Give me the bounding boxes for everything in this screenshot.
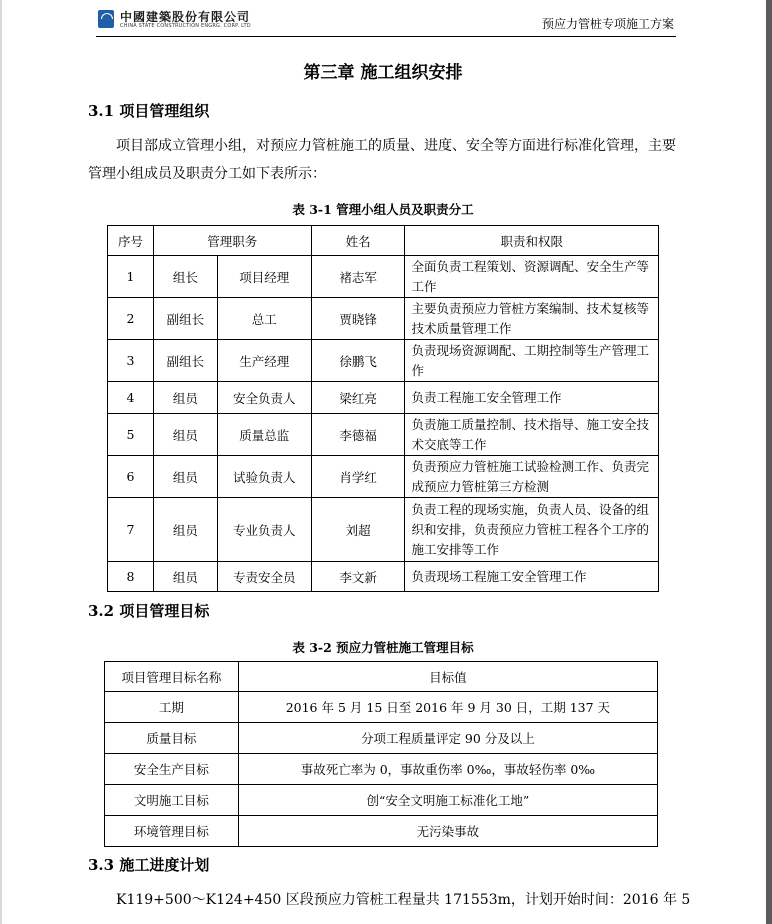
cell-role: 副组长 <box>153 298 217 340</box>
table-row <box>108 340 659 382</box>
section-heading-3-2: 3.2 项目管理目标 <box>88 602 210 620</box>
cell-role: 组员 <box>153 498 217 562</box>
col-header: 目标值 <box>238 662 657 692</box>
col-header: 职责和权限 <box>405 226 659 256</box>
management-team-table <box>107 225 659 592</box>
col-header: 项目管理目标名称 <box>105 662 239 692</box>
cell-name: 肖学红 <box>311 456 405 498</box>
cell-goal-name: 安全生产目标 <box>105 754 239 785</box>
cell-duty: 负责施工质量控制、技术指导、施工安全技术交底等工作 <box>405 414 659 456</box>
cell-title: 试验负责人 <box>217 456 311 498</box>
cell-goal-value: 创“安全文明施工标准化工地” <box>238 785 657 816</box>
page-right-edge <box>766 0 772 924</box>
cell-goal-value: 2016 年 5 月 15 日至 2016 年 9 月 30 日，工期 137 天 <box>238 692 657 723</box>
section-heading-3-3: 3.3 施工进度计划 <box>88 856 210 874</box>
table-row <box>108 498 659 562</box>
page-header <box>96 6 676 37</box>
page-left-edge <box>0 0 2 924</box>
cell-name: 李文新 <box>311 562 405 592</box>
cell-role: 组员 <box>153 456 217 498</box>
table-row <box>108 256 659 298</box>
cell-role: 组员 <box>153 414 217 456</box>
management-goals-table <box>104 661 658 847</box>
cell-role: 组长 <box>153 256 217 298</box>
cell-title: 安全负责人 <box>217 382 311 414</box>
cell-goal-value: 事故死亡率为 0，事故重伤率 0‰，事故轻伤率 0‰ <box>238 754 657 785</box>
cell-no: 6 <box>108 456 154 498</box>
cell-title: 专责安全员 <box>217 562 311 592</box>
table-header-row <box>105 662 658 692</box>
section-heading-3-1: 3.1 项目管理组织 <box>88 102 210 120</box>
table-row <box>105 723 658 754</box>
cell-name: 褚志军 <box>311 256 405 298</box>
cell-title: 项目经理 <box>217 256 311 298</box>
cell-name: 李德福 <box>311 414 405 456</box>
company-name-en: CHINA STATE CONSTRUCTION ENGRG. CORP. LTD <box>120 23 251 29</box>
table-caption-3-2: 表 3-2 预应力管桩施工管理目标 <box>292 640 474 655</box>
table-row <box>108 414 659 456</box>
section-paragraph-3-3: K119+500～K124+450 区段预应力管桩工程量共 171553m，计划开始时间：2016 年 5 <box>116 892 691 908</box>
cell-no: 2 <box>108 298 154 340</box>
cell-name: 刘超 <box>311 498 405 562</box>
col-header: 管理职务 <box>153 226 311 256</box>
cell-role: 组员 <box>153 562 217 592</box>
cell-goal-value: 分项工程质量评定 90 分及以上 <box>238 723 657 754</box>
table-caption-3-1: 表 3-1 管理小组人员及职责分工 <box>292 202 474 217</box>
cell-role: 副组长 <box>153 340 217 382</box>
paragraph-text: 项目部成立管理小组，对预应力管桩施工的质量、进度、安全等方面进行标准化管理，主要管理小组成员及职责分工如下表所示： <box>88 138 676 182</box>
cell-duty: 负责现场资源调配、工期控制等生产管理工作 <box>405 340 659 382</box>
cell-goal-name: 工期 <box>105 692 239 723</box>
table-row <box>105 816 658 847</box>
cell-no: 7 <box>108 498 154 562</box>
table-row <box>105 785 658 816</box>
cell-goal-name: 文明施工目标 <box>105 785 239 816</box>
cell-role: 组员 <box>153 382 217 414</box>
cell-goal-value: 无污染事故 <box>238 816 657 847</box>
cell-duty: 主要负责预应力管桩方案编制、技术复核等技术质量管理工作 <box>405 298 659 340</box>
cell-name: 徐鹏飞 <box>311 340 405 382</box>
cell-no: 3 <box>108 340 154 382</box>
col-header: 姓名 <box>311 226 405 256</box>
table-row <box>105 754 658 785</box>
chapter-title: 第三章 施工组织安排 <box>303 63 463 83</box>
cell-duty: 负责预应力管桩施工试验检测工作、负责完成预应力管桩第三方检测 <box>405 456 659 498</box>
cell-duty: 负责工程施工安全管理工作 <box>405 382 659 414</box>
cell-name: 梁红亮 <box>311 382 405 414</box>
company-name-cn: 中國建築股份有限公司 <box>120 10 251 24</box>
cell-name: 贾晓锋 <box>311 298 405 340</box>
table-row <box>108 382 659 414</box>
cell-no: 4 <box>108 382 154 414</box>
cell-goal-name: 质量目标 <box>105 723 239 754</box>
document-title: 预应力管桩专项施工方案 <box>541 17 674 31</box>
table-row <box>108 562 659 592</box>
company-logo-icon <box>98 10 114 28</box>
table-row <box>108 298 659 340</box>
table-row <box>105 692 658 723</box>
cell-duty: 全面负责工程策划、资源调配、安全生产等工作 <box>405 256 659 298</box>
cell-title: 总工 <box>217 298 311 340</box>
cell-title: 质量总监 <box>217 414 311 456</box>
col-header: 序号 <box>108 226 154 256</box>
cell-duty: 负责工程的现场实施，负责人员、设备的组织和安排，负责预应力管桩工程各个工序的施工安排等工作 <box>405 498 659 562</box>
section-paragraph-3-1 <box>88 132 678 188</box>
cell-goal-name: 环境管理目标 <box>105 816 239 847</box>
table-row <box>108 456 659 498</box>
cell-no: 8 <box>108 562 154 592</box>
cell-no: 1 <box>108 256 154 298</box>
table-header-row <box>108 226 659 256</box>
cell-title: 专业负责人 <box>217 498 311 562</box>
cell-no: 5 <box>108 414 154 456</box>
cell-title: 生产经理 <box>217 340 311 382</box>
cell-duty: 负责现场工程施工安全管理工作 <box>405 562 659 592</box>
